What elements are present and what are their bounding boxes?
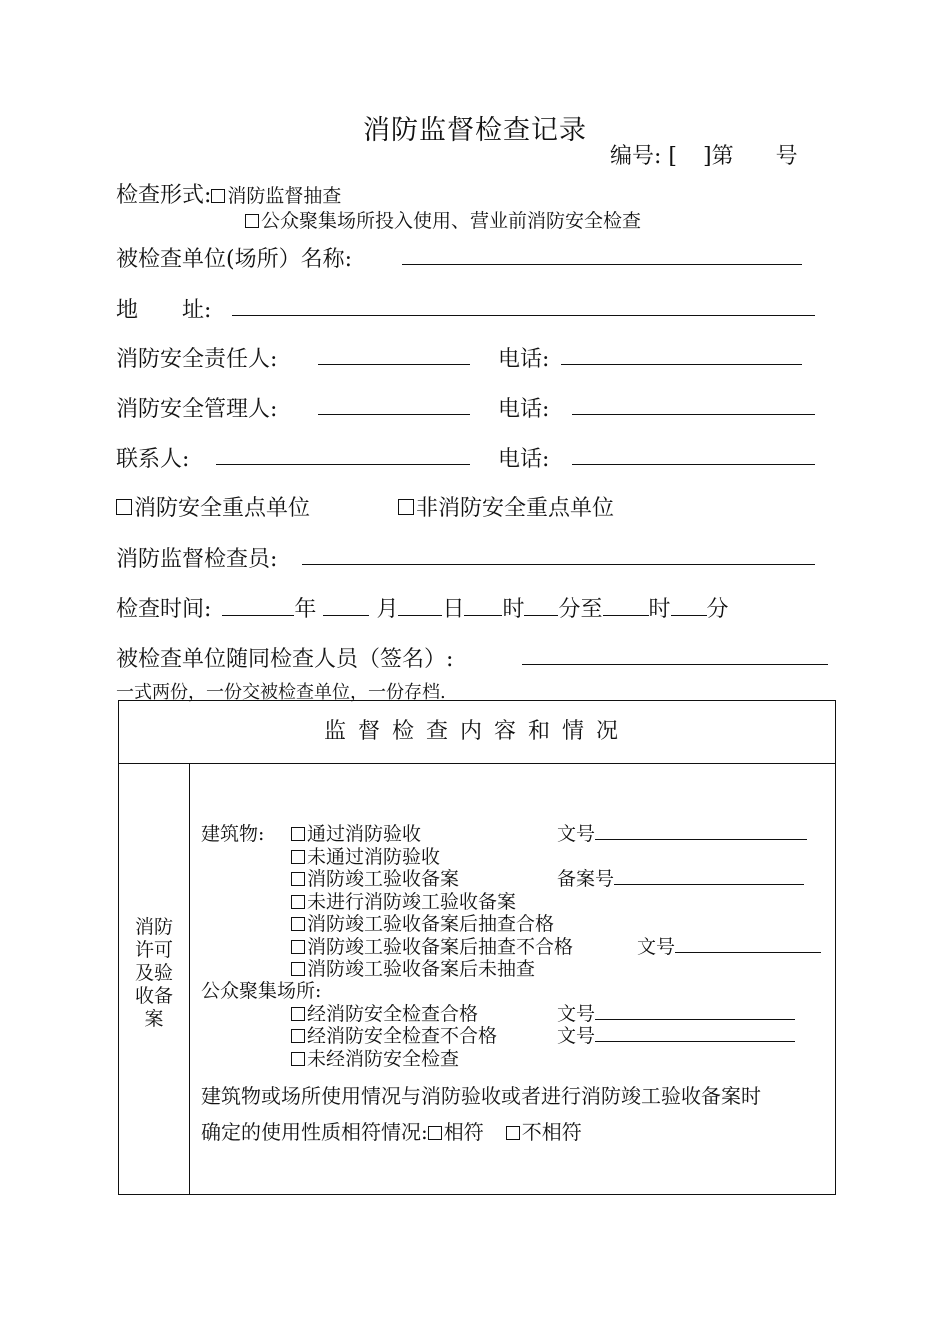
record-no-row bbox=[557, 864, 804, 891]
checkbox-not-match[interactable] bbox=[506, 1126, 520, 1140]
safety-manager-phone-label: 电话: bbox=[498, 397, 550, 422]
doc-no-row-2 bbox=[637, 932, 821, 959]
building-option-1-text: 通过消防验收 bbox=[307, 823, 422, 845]
minute-field[interactable] bbox=[524, 593, 558, 616]
contact-phone-label: 电话: bbox=[498, 447, 550, 472]
safety-responsible-label: 消防安全责任人: bbox=[116, 347, 278, 372]
option-public-place-check: 公众聚集场所投入使用、营业前消防安全检查 bbox=[261, 210, 642, 232]
accompany-label: 被检查单位随同检查人员（签名）: bbox=[116, 647, 454, 672]
unit-name-row bbox=[116, 242, 352, 273]
public-place-label: 公众聚集场所: bbox=[201, 980, 322, 1002]
checkbox-building-3[interactable] bbox=[291, 872, 305, 886]
month-label: 月 bbox=[376, 597, 399, 622]
usage-line-1: 建筑物或场所使用情况与消防验收或者进行消防竣工验收备案时 bbox=[201, 1084, 761, 1108]
safety-responsible-phone-field[interactable] bbox=[561, 342, 802, 365]
table-left-column bbox=[119, 763, 190, 1194]
contact-field[interactable] bbox=[216, 442, 470, 465]
not-match-label: 不相符 bbox=[521, 1120, 582, 1144]
unit-name-field[interactable] bbox=[402, 242, 802, 265]
checkbox-building-7[interactable] bbox=[291, 962, 305, 976]
hour-label: 时 bbox=[502, 597, 525, 622]
public-option-2-text: 经消防安全检查不合格 bbox=[307, 1025, 498, 1047]
inspection-form-row bbox=[116, 178, 341, 209]
checkbox-public-place-check[interactable] bbox=[245, 214, 259, 228]
inspection-time-row bbox=[116, 592, 729, 623]
minute2-label: 分 bbox=[706, 597, 729, 622]
checkbox-key-unit[interactable] bbox=[116, 499, 132, 515]
usage-line-2 bbox=[201, 1116, 582, 1145]
doc-no-field-3[interactable] bbox=[595, 999, 795, 1020]
record-number bbox=[610, 139, 798, 170]
doc-no-row-1 bbox=[557, 819, 807, 846]
month-field[interactable] bbox=[323, 593, 369, 616]
hour2-field[interactable] bbox=[603, 593, 649, 616]
option-key-unit: 消防安全重点单位 bbox=[134, 496, 311, 521]
option-random-check: 消防监督抽查 bbox=[227, 185, 342, 207]
public-option-3 bbox=[291, 1044, 459, 1071]
building-option-6-text: 消防竣工验收备案后抽查不合格 bbox=[307, 936, 574, 958]
checkbox-building-5[interactable] bbox=[291, 917, 305, 931]
checkbox-public-1[interactable] bbox=[291, 1007, 305, 1021]
checkbox-building-6[interactable] bbox=[291, 940, 305, 954]
doc-no-label-3: 文号 bbox=[557, 1003, 596, 1025]
contact-phone-field[interactable] bbox=[572, 442, 815, 465]
checkbox-building-2[interactable] bbox=[291, 850, 305, 864]
checkbox-random-check[interactable] bbox=[211, 189, 225, 203]
day-label: 日 bbox=[442, 597, 465, 622]
safety-manager-field[interactable] bbox=[318, 392, 470, 415]
checkbox-public-2[interactable] bbox=[291, 1029, 305, 1043]
safety-responsible-field[interactable] bbox=[318, 342, 470, 365]
building-option-2-text: 未通过消防验收 bbox=[307, 846, 441, 868]
doc-no-field-2[interactable] bbox=[675, 932, 821, 953]
unit-type-row bbox=[116, 491, 310, 522]
public-option-3-text: 未经消防安全检查 bbox=[307, 1048, 460, 1070]
doc-no-field-1[interactable] bbox=[595, 819, 807, 840]
building-option-5-text: 消防竣工验收备案后抽查合格 bbox=[307, 913, 555, 935]
doc-no-label-2: 文号 bbox=[637, 936, 676, 958]
hour2-label: 时 bbox=[648, 597, 671, 622]
building-label: 建筑物: bbox=[201, 823, 265, 845]
doc-no-field-4[interactable] bbox=[595, 1021, 795, 1042]
inspector-field[interactable] bbox=[302, 542, 815, 565]
building-option-7 bbox=[291, 954, 535, 981]
table-content-cell bbox=[191, 763, 835, 1194]
left-column-label-text: 消防许可及验收备案 bbox=[134, 916, 173, 1030]
address-label: 地 址: bbox=[116, 298, 212, 323]
hour-field[interactable] bbox=[464, 593, 502, 616]
inspection-form-label: 检查形式: bbox=[116, 183, 212, 208]
usage-line-2-text: 确定的使用性质相符情况: bbox=[201, 1120, 428, 1144]
record-no-field[interactable] bbox=[614, 864, 804, 885]
public-option-1-text: 经消防安全检查合格 bbox=[307, 1003, 479, 1025]
inspection-form-row-2 bbox=[245, 206, 641, 233]
inspection-time-label: 检查时间: bbox=[116, 597, 212, 622]
doc-no-label-4: 文号 bbox=[557, 1025, 596, 1047]
contact-label: 联系人: bbox=[116, 447, 190, 472]
inspector-label: 消防监督检查员: bbox=[116, 547, 278, 572]
copies-note: 一式两份，一份交被检查单位，一份存档. bbox=[116, 682, 446, 703]
unit-name-label: 被检查单位(场所）名称: bbox=[116, 247, 352, 272]
table-header: 监督检查内容和情况 bbox=[119, 701, 835, 764]
record-number-suffix: 号 bbox=[775, 144, 798, 169]
record-no-label: 备案号 bbox=[557, 868, 615, 890]
option-non-key-unit: 非消防安全重点单位 bbox=[416, 496, 615, 521]
checkbox-building-1[interactable] bbox=[291, 827, 305, 841]
match-label: 相符 bbox=[443, 1120, 484, 1144]
year-label: 年 bbox=[294, 597, 317, 622]
address-field[interactable] bbox=[232, 293, 815, 316]
checkbox-match[interactable] bbox=[428, 1126, 442, 1140]
safety-responsible-phone-label: 电话: bbox=[498, 347, 550, 372]
doc-no-row-4 bbox=[557, 1021, 795, 1048]
checkbox-building-4[interactable] bbox=[291, 895, 305, 909]
record-number-middle: ]第 bbox=[703, 144, 734, 169]
minute-to-label: 分至 bbox=[558, 597, 603, 622]
building-option-4-text: 未进行消防竣工验收备案 bbox=[307, 891, 517, 913]
accompany-signature-field[interactable] bbox=[522, 642, 828, 665]
left-column-label bbox=[119, 916, 189, 1031]
checkbox-non-key-unit[interactable] bbox=[398, 499, 414, 515]
building-option-3-text: 消防竣工验收备案 bbox=[307, 868, 460, 890]
safety-manager-label: 消防安全管理人: bbox=[116, 397, 278, 422]
doc-no-label-1: 文号 bbox=[557, 823, 596, 845]
inspection-content-table bbox=[118, 700, 836, 1195]
checkbox-public-3[interactable] bbox=[291, 1052, 305, 1066]
safety-manager-phone-field[interactable] bbox=[572, 392, 815, 415]
unit-type-row-2 bbox=[398, 491, 614, 522]
record-number-prefix: 编号: [ bbox=[610, 144, 677, 169]
building-option-7-text: 消防竣工验收备案后未抽查 bbox=[307, 958, 536, 980]
minute2-field[interactable] bbox=[671, 593, 707, 616]
page-title: 消防监督检查记录 bbox=[363, 115, 587, 146]
year-field[interactable] bbox=[222, 593, 294, 616]
day-field[interactable] bbox=[398, 593, 442, 616]
